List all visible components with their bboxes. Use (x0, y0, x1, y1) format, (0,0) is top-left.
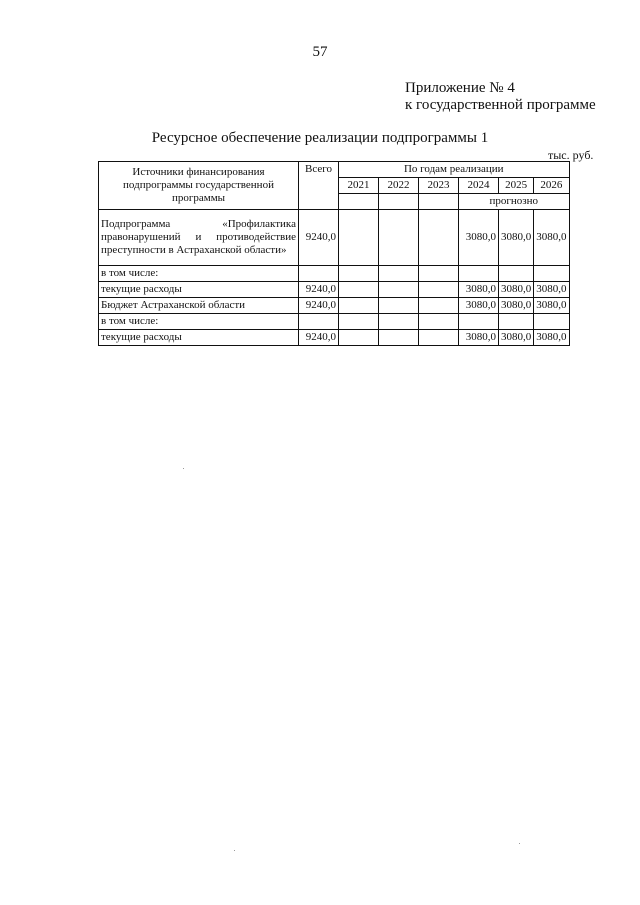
row-value: 3080,0 (534, 282, 569, 298)
scan-speck (183, 468, 184, 469)
row-label: Подпрограмма «Профилактика правонарушений и противодействие преступности в Астраханской области» (99, 210, 299, 266)
table-row (99, 298, 570, 314)
header-year: 2026 (534, 178, 569, 194)
page-number: 57 (312, 44, 328, 60)
empty-cell (379, 194, 419, 210)
row-label: в том числе: (99, 314, 299, 330)
row-label: в том числе: (99, 266, 299, 282)
table-row (99, 210, 570, 266)
table-row (99, 330, 570, 346)
row-value: 3080,0 (499, 282, 534, 298)
table-row (99, 314, 570, 330)
row-value (499, 314, 534, 330)
row-value (339, 282, 379, 298)
row-value: 3080,0 (534, 330, 569, 346)
header-year: 2022 (379, 178, 419, 194)
row-value: 3080,0 (499, 330, 534, 346)
header-sources: Источники финансирования подпрограммы государственной программы (99, 162, 299, 210)
row-value (379, 266, 419, 282)
row-value (339, 298, 379, 314)
row-value: 3080,0 (459, 298, 499, 314)
row-value (339, 266, 379, 282)
table-row (99, 266, 570, 282)
row-value (379, 298, 419, 314)
row-total: 9240,0 (299, 210, 339, 266)
row-total: 9240,0 (299, 330, 339, 346)
row-value (534, 314, 569, 330)
row-value: 3080,0 (499, 210, 534, 266)
header-year: 2023 (419, 178, 459, 194)
row-value: 3080,0 (499, 298, 534, 314)
row-value (379, 314, 419, 330)
row-value (419, 266, 459, 282)
row-value (499, 266, 534, 282)
row-label: текущие расходы (99, 282, 299, 298)
row-value (419, 298, 459, 314)
appendix-line-2: к государственной программе (405, 97, 596, 113)
row-value: 3080,0 (459, 282, 499, 298)
row-value (419, 210, 459, 266)
row-value: 3080,0 (459, 330, 499, 346)
scan-speck (519, 843, 520, 844)
header-total: Всего (299, 162, 339, 210)
row-value: 3080,0 (459, 210, 499, 266)
row-total: 9240,0 (299, 298, 339, 314)
row-label: текущие расходы (99, 330, 299, 346)
header-year: 2021 (339, 178, 379, 194)
row-value (339, 210, 379, 266)
row-value (339, 330, 379, 346)
header-by-years: По годам реализации (339, 162, 570, 178)
header-year: 2025 (499, 178, 534, 194)
row-total (299, 314, 339, 330)
header-year: 2024 (459, 178, 499, 194)
row-value (379, 282, 419, 298)
units-label: тыс. руб. (548, 148, 594, 162)
row-value: 3080,0 (534, 298, 569, 314)
row-value (419, 282, 459, 298)
row-value (419, 314, 459, 330)
scan-speck (234, 850, 235, 851)
row-total (299, 266, 339, 282)
row-value (419, 330, 459, 346)
empty-cell (419, 194, 459, 210)
row-value (339, 314, 379, 330)
header-forecast: прогнозно (459, 194, 570, 210)
appendix-heading (405, 80, 596, 114)
row-value (534, 266, 569, 282)
resource-table (98, 161, 570, 346)
row-value (459, 314, 499, 330)
row-value (379, 330, 419, 346)
row-value: 3080,0 (534, 210, 569, 266)
row-value (379, 210, 419, 266)
empty-cell (339, 194, 379, 210)
row-label: Бюджет Астраханской области (99, 298, 299, 314)
table-header-row (99, 162, 570, 178)
row-value (459, 266, 499, 282)
row-total: 9240,0 (299, 282, 339, 298)
table-row (99, 282, 570, 298)
appendix-line-1: Приложение № 4 (405, 80, 515, 96)
document-title: Ресурсное обеспечение реализации подпрограммы 1 (151, 130, 489, 146)
